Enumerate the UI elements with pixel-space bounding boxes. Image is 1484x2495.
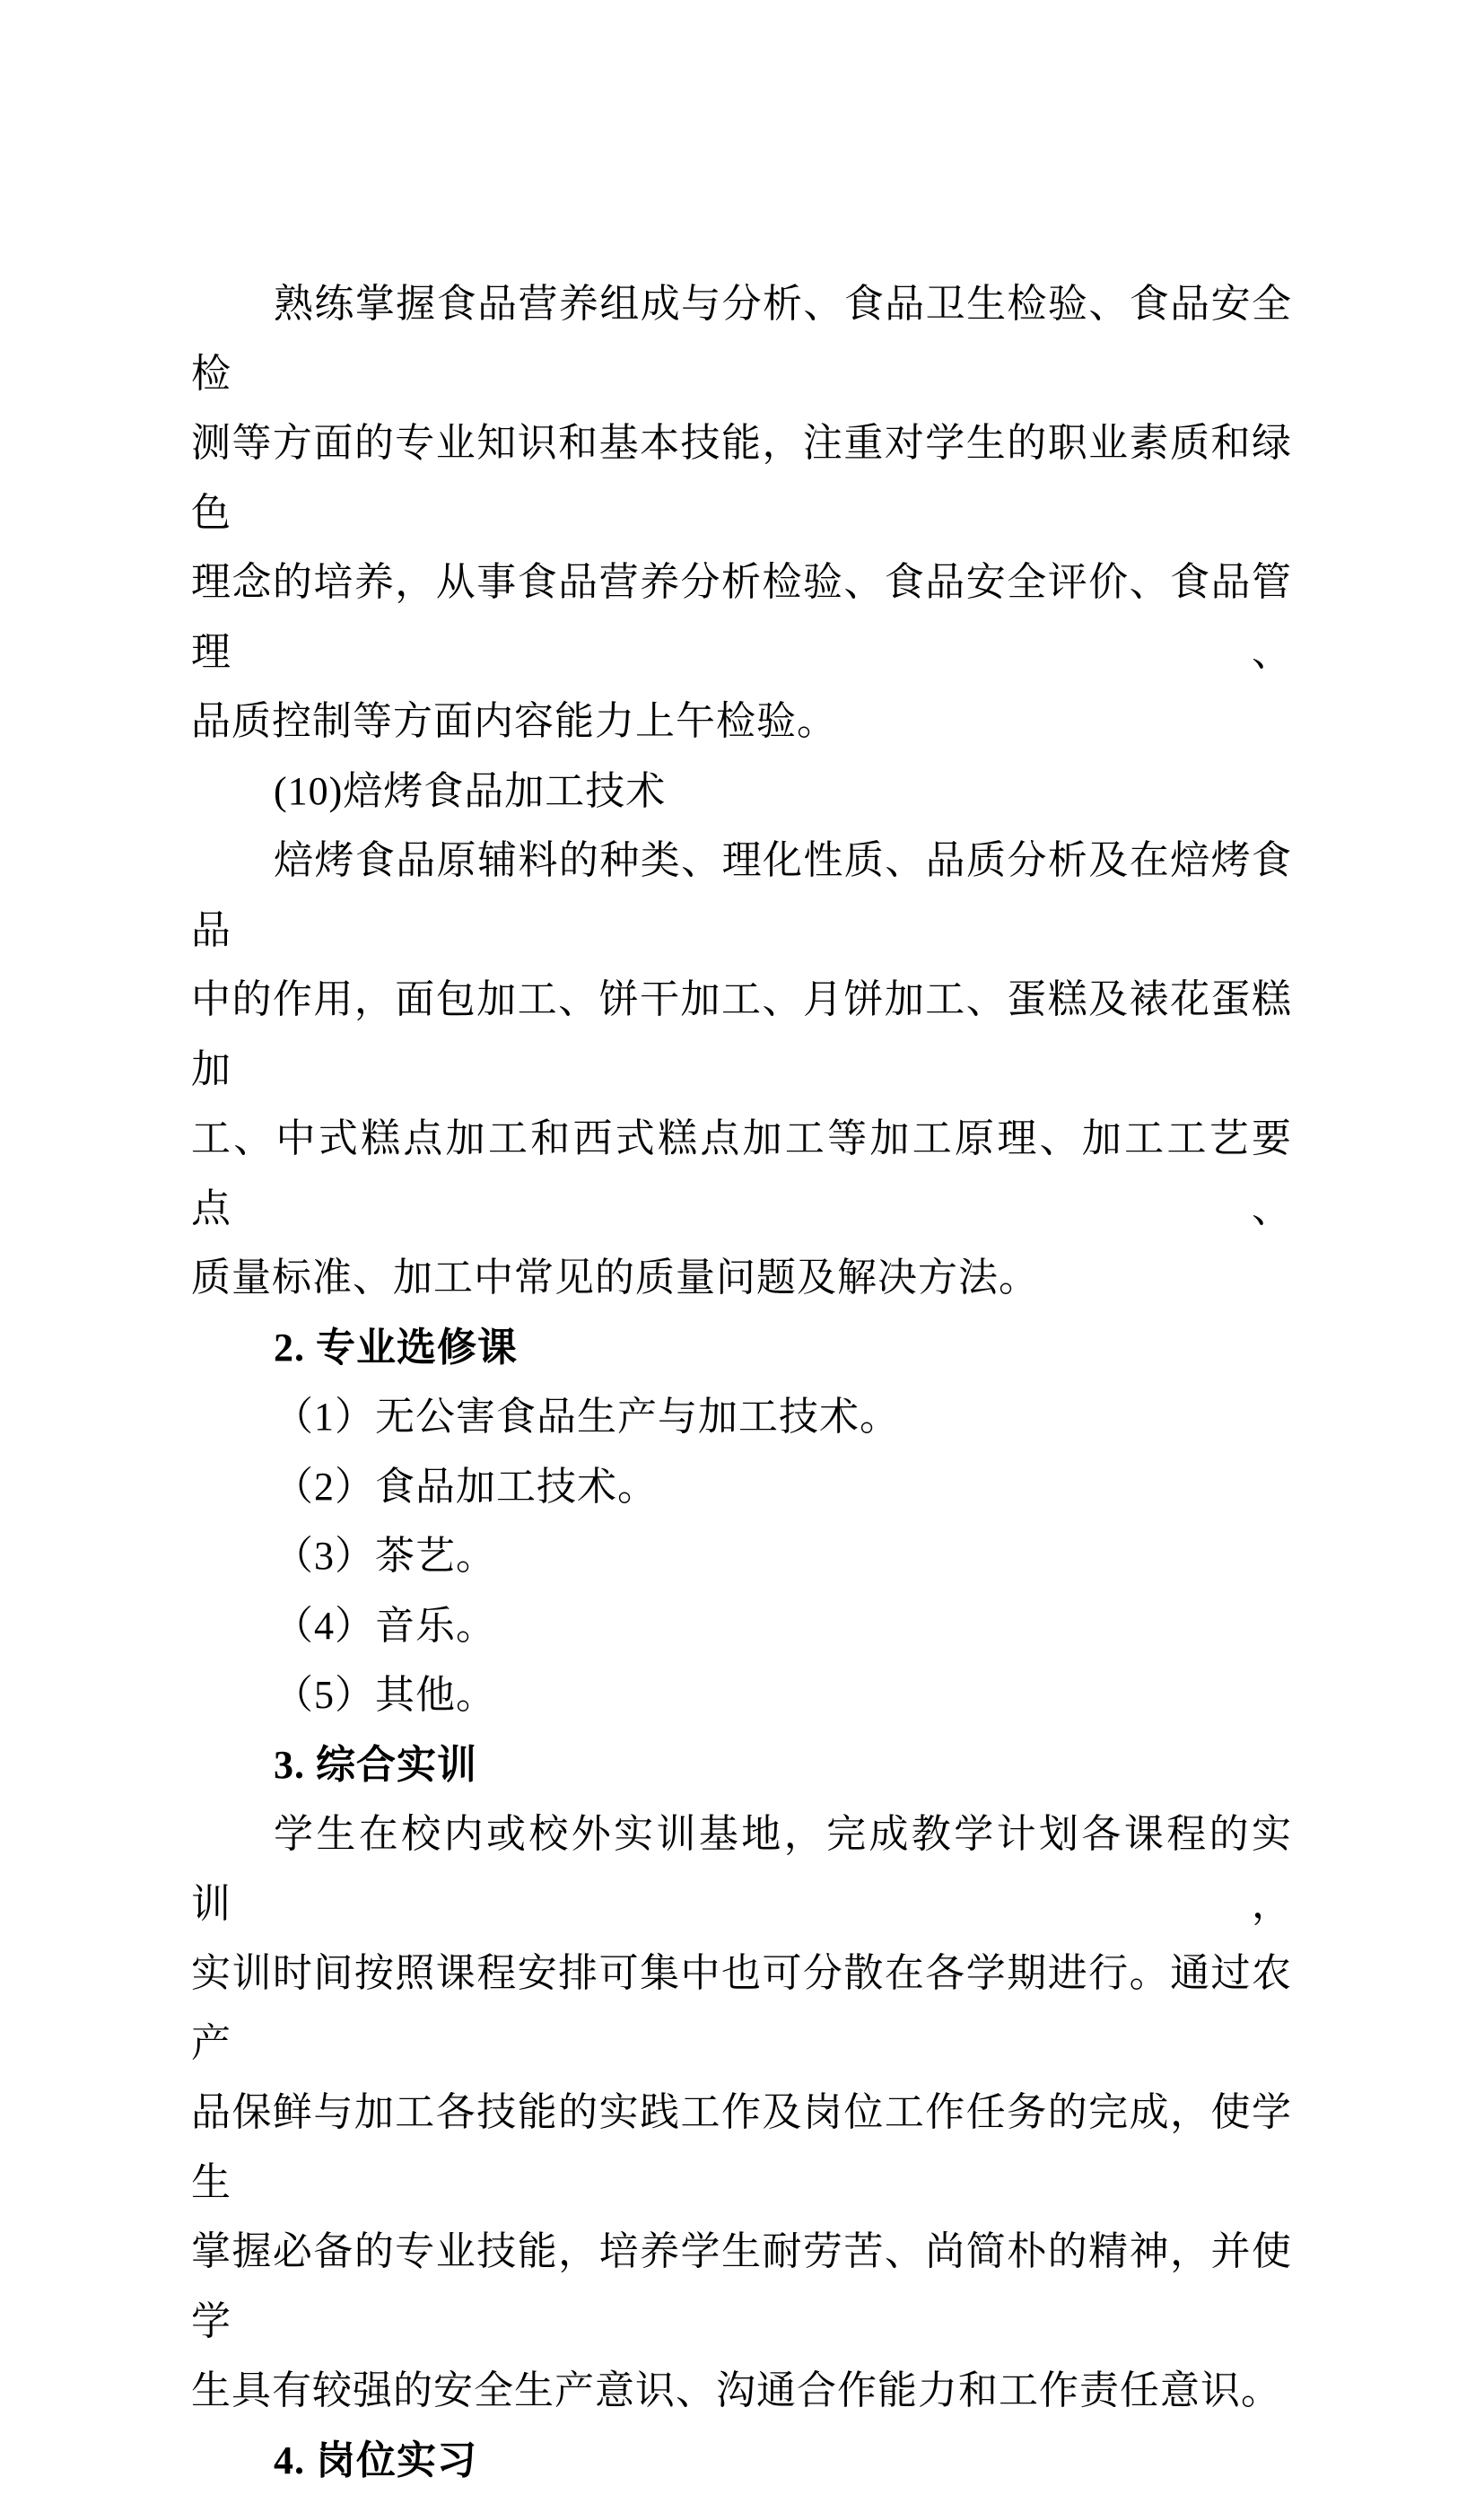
paragraph-line: 实训时间按照课程安排可集中也可分散在各学期进行。通过农产 (191, 1939, 1292, 2078)
paragraph-line: 工、中式糕点加工和西式糕点加工等加工原理、加工工艺要点、 (191, 1104, 1292, 1243)
paragraph-line: 焙烤食品原辅料的种类、理化性质、品质分析及在焙烤食品 (191, 826, 1292, 965)
document-content (191, 269, 1292, 2495)
list-item-4: （4）音乐。 (191, 1591, 1292, 1661)
section-heading-2: 2. 专业选修课 (191, 1313, 1292, 1383)
list-item-1: （1）无公害食品生产与加工技术。 (191, 1382, 1292, 1452)
paragraph-line: 品保鲜与加工各技能的实践工作及岗位工作任务的完成，使学生 (191, 2078, 1292, 2217)
list-item-5: （5）其他。 (191, 1660, 1292, 1730)
paragraph-line: 学生在校内或校外实训基地，完成教学计划各课程的实训， (191, 1799, 1292, 1939)
section-heading-4: 4. 岗位实习 (191, 2426, 1292, 2495)
list-item-2: （2）食品加工技术。 (191, 1452, 1292, 1522)
paragraph-line: 品质控制等方面内容能力上午检验。 (191, 687, 1292, 757)
paragraph-line: 熟练掌握食品营养组成与分析、食品卫生检验、食品安全检 (191, 269, 1292, 408)
paragraph-line: 测等方面的专业知识和基本技能，注重对学生的职业素质和绿色 (191, 408, 1292, 547)
paragraph-line: 生具有较强的安全生产意识、沟通合作能力和工作责任意识。 (191, 2356, 1292, 2426)
section-heading-3: 3. 综合实训 (191, 1730, 1292, 1800)
paragraph-line: 中的作用，面包加工、饼干加工、月饼加工、蛋糕及裱花蛋糕加 (191, 965, 1292, 1104)
paragraph-line: 掌握必备的专业技能，培养学生耐劳苦、尚简朴的精神，并使学 (191, 2217, 1292, 2356)
paragraph-line: 质量标准、加工中常见的质量问题及解决方法。 (191, 1243, 1292, 1313)
paragraph-line: 理念的培养，从事食品营养分析检验、食品安全评价、食品管理、 (191, 547, 1292, 687)
list-item-10: (10)焙烤食品加工技术 (191, 757, 1292, 827)
list-item-3: （3）茶艺。 (191, 1521, 1292, 1591)
